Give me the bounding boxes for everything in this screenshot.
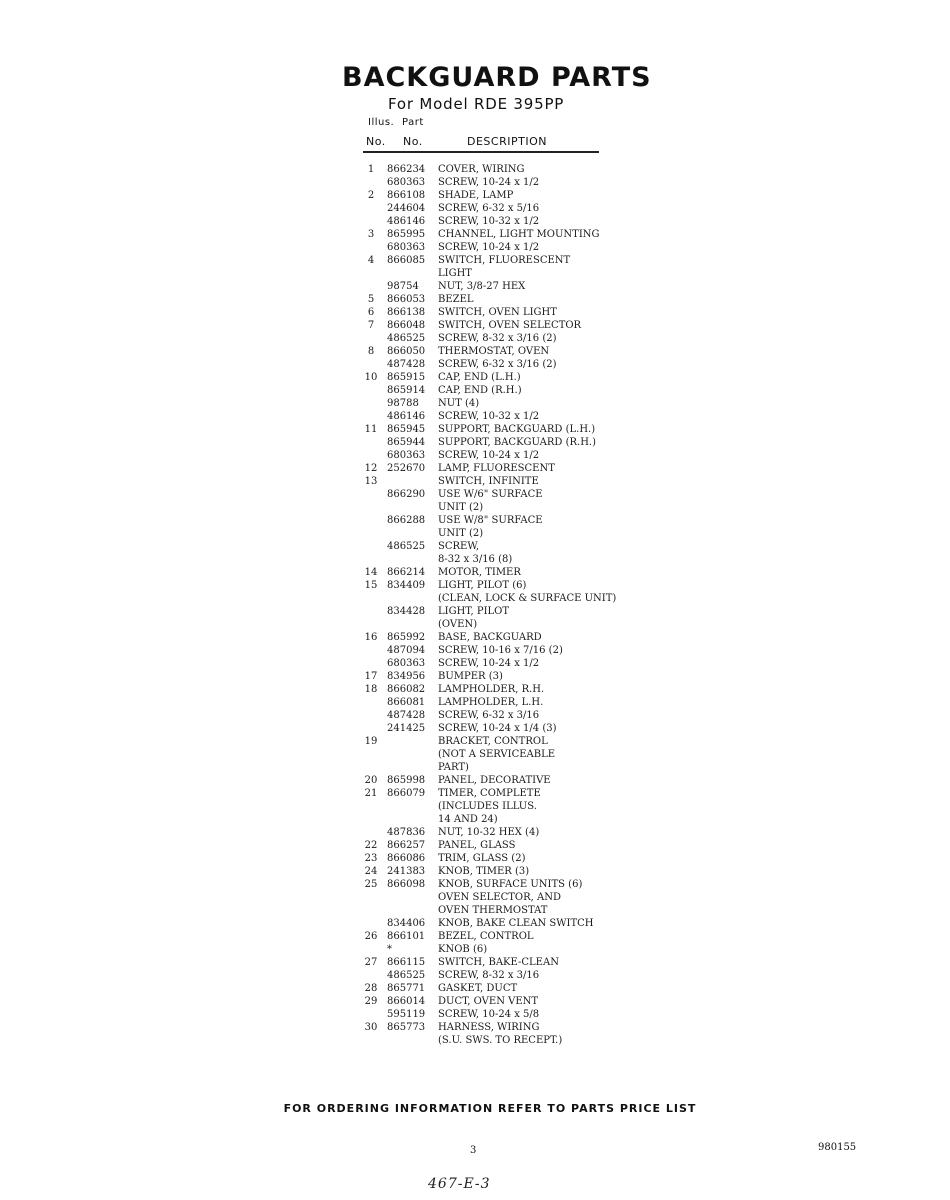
parts-row	[360, 787, 660, 800]
parts-row	[360, 982, 660, 995]
part-description: (CLEAN, LOCK & SURFACE UNIT)	[438, 593, 617, 604]
part-description: SCREW, 10-16 x 7/16 (2)	[438, 645, 563, 656]
illus-number: 23	[364, 853, 378, 864]
illus-number: 18	[364, 684, 378, 695]
parts-row	[360, 930, 660, 943]
parts-row	[360, 644, 660, 657]
header-divider	[363, 151, 599, 153]
illus-number: 4	[367, 255, 375, 266]
part-number: 866014	[387, 996, 426, 1007]
part-description: SCREW, 10-24 x 1/2	[438, 658, 540, 669]
parts-row	[360, 319, 660, 332]
parts-row	[360, 995, 660, 1008]
parts-row	[360, 800, 660, 813]
parts-row	[360, 774, 660, 787]
part-number: 866050	[387, 346, 426, 357]
parts-row	[360, 605, 660, 618]
column-header-illus: Illus.	[368, 117, 395, 128]
illus-number: 28	[364, 983, 378, 994]
parts-row	[360, 748, 660, 761]
parts-row	[360, 943, 660, 956]
part-description: BASE, BACKGUARD	[438, 632, 542, 643]
part-number: 866079	[387, 788, 426, 799]
part-description: UNIT (2)	[438, 528, 484, 539]
parts-row	[360, 345, 660, 358]
part-description: CAP, END (L.H.)	[438, 372, 521, 383]
part-number: 866214	[387, 567, 426, 578]
part-number: 595119	[387, 1009, 426, 1020]
part-description: SCREW,	[438, 541, 480, 552]
part-description: KNOB (6)	[438, 944, 488, 955]
part-number: 252670	[387, 463, 426, 474]
part-description: SUPPORT, BACKGUARD (R.H.)	[438, 437, 597, 448]
illus-number: 24	[364, 866, 378, 877]
parts-row	[360, 241, 660, 254]
illus-number: 21	[364, 788, 378, 799]
illus-number: 6	[367, 307, 375, 318]
part-description: KNOB, SURFACE UNITS (6)	[438, 879, 583, 890]
parts-row	[360, 397, 660, 410]
part-description: KNOB, BAKE CLEAN SWITCH	[438, 918, 594, 929]
part-description: PANEL, GLASS	[438, 840, 516, 851]
part-description: BEZEL	[438, 294, 474, 305]
parts-row	[360, 956, 660, 969]
part-description: SWITCH, FLUORESCENT	[438, 255, 571, 266]
part-number: 241425	[387, 723, 426, 734]
part-number: 486525	[387, 970, 426, 981]
part-description: 14 AND 24)	[438, 814, 498, 825]
parts-row	[360, 228, 660, 241]
ordering-note: FOR ORDERING INFORMATION REFER TO PARTS PRICE LIST	[283, 1102, 697, 1115]
parts-row	[360, 969, 660, 982]
part-description: NUT, 10-32 HEX (4)	[438, 827, 540, 838]
part-number: 866048	[387, 320, 426, 331]
part-description: SCREW, 6-32 x 3/16	[438, 710, 540, 721]
column-header-part-no: No.	[403, 135, 423, 148]
part-number: 98788	[387, 398, 419, 409]
parts-row	[360, 371, 660, 384]
illus-number: 3	[367, 229, 375, 240]
part-description: USE W/6" SURFACE	[438, 489, 543, 500]
parts-row	[360, 592, 660, 605]
illus-number: 26	[364, 931, 378, 942]
part-number: 866257	[387, 840, 426, 851]
parts-row	[360, 254, 660, 267]
part-description: LAMP, FLUORESCENT	[438, 463, 555, 474]
part-number: 865944	[387, 437, 426, 448]
part-description: LIGHT	[438, 268, 472, 279]
illus-number: 17	[364, 671, 378, 682]
part-description: LAMPHOLDER, L.H.	[438, 697, 544, 708]
part-description: (OVEN)	[438, 619, 478, 630]
part-description: OVEN SELECTOR, AND	[438, 892, 561, 903]
parts-row	[360, 566, 660, 579]
illus-number: 27	[364, 957, 378, 968]
part-description: KNOB, TIMER (3)	[438, 866, 530, 877]
illus-number: 16	[364, 632, 378, 643]
parts-row	[360, 475, 660, 488]
parts-row	[360, 280, 660, 293]
parts-row	[360, 696, 660, 709]
part-description: SCREW, 8-32 x 3/16 (2)	[438, 333, 557, 344]
parts-row	[360, 410, 660, 423]
part-description: PART)	[438, 762, 469, 773]
part-number: 680363	[387, 177, 426, 188]
handwritten-note: 467-E-3	[428, 1176, 491, 1192]
part-description: BRACKET, CONTROL	[438, 736, 548, 747]
part-description: TIMER, COMPLETE	[438, 788, 541, 799]
part-number: 866081	[387, 697, 426, 708]
part-number: 866098	[387, 879, 426, 890]
parts-row	[360, 527, 660, 540]
part-description: OVEN THERMOSTAT	[438, 905, 548, 916]
illus-number: 12	[364, 463, 378, 474]
parts-row	[360, 215, 660, 228]
model-subtitle: For Model RDE 395PP	[388, 95, 565, 113]
illus-number: 10	[364, 372, 378, 383]
parts-row	[360, 826, 660, 839]
part-number: 680363	[387, 658, 426, 669]
parts-row	[360, 436, 660, 449]
parts-row	[360, 384, 660, 397]
parts-row	[360, 813, 660, 826]
part-number: 680363	[387, 242, 426, 253]
illus-number: 14	[364, 567, 378, 578]
illus-number: 5	[367, 294, 375, 305]
part-number: 865995	[387, 229, 426, 240]
parts-row	[360, 189, 660, 202]
part-description: (NOT A SERVICEABLE	[438, 749, 556, 760]
part-description: CAP, END (R.H.)	[438, 385, 522, 396]
part-number: 865915	[387, 372, 426, 383]
part-description: NUT, 3/8-27 HEX	[438, 281, 526, 292]
part-description: SCREW, 10-32 x 1/2	[438, 411, 540, 422]
part-number: 865773	[387, 1022, 426, 1033]
part-number: 241383	[387, 866, 426, 877]
part-number: 680363	[387, 450, 426, 461]
part-description: SCREW, 10-24 x 1/4 (3)	[438, 723, 557, 734]
part-number: 865945	[387, 424, 426, 435]
part-number: 486146	[387, 411, 426, 422]
parts-row	[360, 709, 660, 722]
parts-row	[360, 306, 660, 319]
parts-row	[360, 540, 660, 553]
column-header-illus-no: No.	[366, 135, 386, 148]
part-description: SCREW, 10-24 x 5/8	[438, 1009, 540, 1020]
parts-row	[360, 449, 660, 462]
part-description: TRIM, GLASS (2)	[438, 853, 526, 864]
part-number: 866086	[387, 853, 426, 864]
part-number: 486525	[387, 541, 426, 552]
part-number: 487428	[387, 710, 426, 721]
part-description: PANEL, DECORATIVE	[438, 775, 551, 786]
column-header-description: DESCRIPTION	[467, 135, 547, 148]
parts-row	[360, 904, 660, 917]
parts-row	[360, 514, 660, 527]
parts-row	[360, 1021, 660, 1034]
parts-row	[360, 423, 660, 436]
illus-number: 8	[367, 346, 375, 357]
parts-row	[360, 631, 660, 644]
parts-row	[360, 1034, 660, 1047]
illus-number: 30	[364, 1022, 378, 1033]
part-description: (INCLUDES ILLUS.	[438, 801, 537, 812]
parts-row	[360, 865, 660, 878]
illus-number: 13	[364, 476, 378, 487]
part-number: 486525	[387, 333, 426, 344]
part-number: 865914	[387, 385, 426, 396]
part-number: 866288	[387, 515, 426, 526]
part-description: USE W/8" SURFACE	[438, 515, 543, 526]
parts-row	[360, 462, 660, 475]
illus-number: 20	[364, 775, 378, 786]
parts-row	[360, 501, 660, 514]
part-description: SWITCH, OVEN SELECTOR	[438, 320, 582, 331]
part-description: SWITCH, OVEN LIGHT	[438, 307, 557, 318]
illus-number: 25	[364, 879, 378, 890]
part-description: SCREW, 6-32 x 3/16 (2)	[438, 359, 557, 370]
parts-row	[360, 267, 660, 280]
parts-row	[360, 488, 660, 501]
part-description: BEZEL, CONTROL	[438, 931, 534, 942]
illus-number: 7	[367, 320, 375, 331]
part-description: SCREW, 10-24 x 1/2	[438, 450, 540, 461]
part-number: 98754	[387, 281, 419, 292]
parts-row	[360, 735, 660, 748]
part-number: 866290	[387, 489, 426, 500]
part-description: MOTOR, TIMER	[438, 567, 521, 578]
illus-number: 29	[364, 996, 378, 1007]
part-number: 866085	[387, 255, 426, 266]
part-number: 487094	[387, 645, 426, 656]
part-number: *	[387, 944, 392, 955]
part-number: 487428	[387, 359, 426, 370]
parts-row	[360, 657, 660, 670]
part-description: SCREW, 10-24 x 1/2	[438, 242, 540, 253]
page-number: 3	[470, 1145, 477, 1156]
illus-number: 19	[364, 736, 378, 747]
part-description: SCREW, 10-32 x 1/2	[438, 216, 540, 227]
part-description: SWITCH, BAKE-CLEAN	[438, 957, 559, 968]
part-description: 8-32 x 3/16 (8)	[438, 554, 513, 565]
parts-row	[360, 553, 660, 566]
parts-row	[360, 852, 660, 865]
illus-number: 22	[364, 840, 378, 851]
part-number: 866101	[387, 931, 426, 942]
part-description: SCREW, 8-32 x 3/16	[438, 970, 540, 981]
parts-row	[360, 358, 660, 371]
illus-number: 1	[367, 164, 375, 175]
part-description: LIGHT, PILOT	[438, 606, 510, 617]
part-number: 865998	[387, 775, 426, 786]
illus-number: 2	[367, 190, 375, 201]
parts-row	[360, 618, 660, 631]
part-description: COVER, WIRING	[438, 164, 525, 175]
part-description: SHADE, LAMP	[438, 190, 514, 201]
part-description: DUCT, OVEN VENT	[438, 996, 539, 1007]
parts-row	[360, 332, 660, 345]
parts-row	[360, 176, 660, 189]
part-number: 866082	[387, 684, 426, 695]
part-description: SUPPORT, BACKGUARD (L.H.)	[438, 424, 596, 435]
parts-row	[360, 683, 660, 696]
parts-row	[360, 293, 660, 306]
part-description: SWITCH, INFINITE	[438, 476, 539, 487]
part-number: 834409	[387, 580, 426, 591]
part-number: 834956	[387, 671, 426, 682]
parts-list	[360, 163, 660, 1047]
parts-row	[360, 891, 660, 904]
parts-row	[360, 839, 660, 852]
part-description: CHANNEL, LIGHT MOUNTING	[438, 229, 600, 240]
part-description: LAMPHOLDER, R.H.	[438, 684, 545, 695]
part-description: SCREW, 6-32 x 5/16	[438, 203, 540, 214]
part-description: NUT (4)	[438, 398, 480, 409]
parts-row	[360, 1008, 660, 1021]
part-number: 244604	[387, 203, 426, 214]
part-number: 834428	[387, 606, 426, 617]
part-description: BUMPER (3)	[438, 671, 503, 682]
parts-row	[360, 202, 660, 215]
column-header-part: Part	[402, 117, 424, 128]
illus-number: 11	[364, 424, 378, 435]
parts-row	[360, 917, 660, 930]
parts-row	[360, 722, 660, 735]
part-number: 866138	[387, 307, 426, 318]
part-description: HARNESS, WIRING	[438, 1022, 540, 1033]
page-title: BACKGUARD PARTS	[342, 62, 652, 93]
document-code: 980155	[818, 1142, 857, 1153]
part-number: 487836	[387, 827, 426, 838]
parts-row	[360, 670, 660, 683]
part-description: UNIT (2)	[438, 502, 484, 513]
parts-row	[360, 761, 660, 774]
parts-row	[360, 878, 660, 891]
part-description: SCREW, 10-24 x 1/2	[438, 177, 540, 188]
part-description: (S.U. SWS. TO RECEPT.)	[438, 1035, 563, 1046]
part-number: 866108	[387, 190, 426, 201]
part-description: LIGHT, PILOT (6)	[438, 580, 527, 591]
part-number: 834406	[387, 918, 426, 929]
parts-row	[360, 163, 660, 176]
part-number: 865771	[387, 983, 426, 994]
part-description: THERMOSTAT, OVEN	[438, 346, 550, 357]
part-number: 865992	[387, 632, 426, 643]
part-description: GASKET, DUCT	[438, 983, 518, 994]
parts-row	[360, 579, 660, 592]
part-number: 486146	[387, 216, 426, 227]
part-number: 866115	[387, 957, 426, 968]
part-number: 866234	[387, 164, 426, 175]
illus-number: 15	[364, 580, 378, 591]
part-number: 866053	[387, 294, 426, 305]
